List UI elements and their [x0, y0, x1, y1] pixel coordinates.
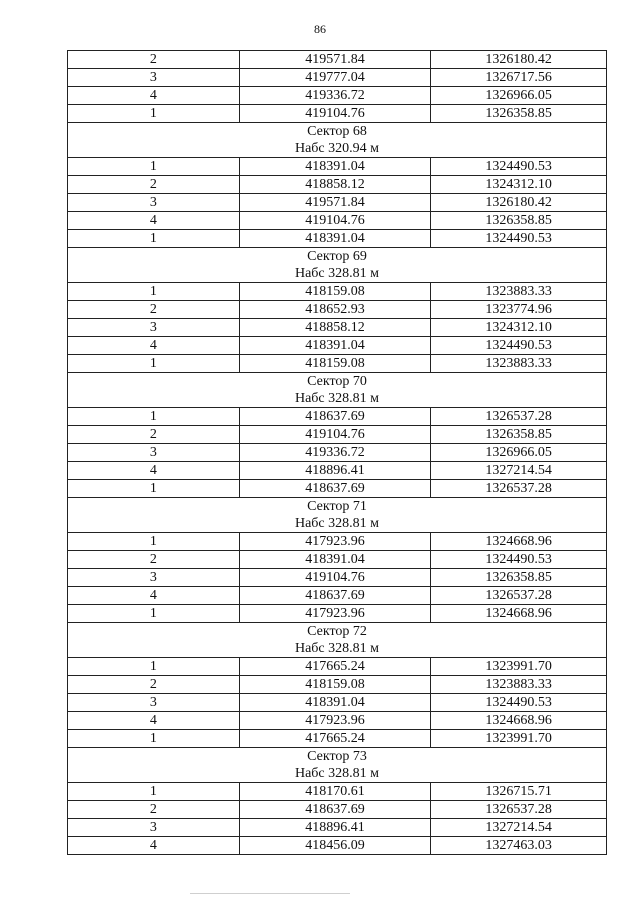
- point-number-cell: 4: [68, 337, 240, 355]
- table-row: [68, 158, 607, 176]
- x-coordinate-cell: 418391.04: [239, 551, 431, 569]
- sector-elevation-row: [68, 140, 607, 158]
- x-coordinate-cell: 418159.08: [239, 355, 431, 373]
- table-row: [68, 426, 607, 444]
- x-coordinate-cell: 419336.72: [239, 444, 431, 462]
- point-number-cell: 1: [68, 480, 240, 498]
- table-row: [68, 105, 607, 123]
- y-coordinate-cell: 1324668.96: [431, 605, 607, 623]
- point-number-cell: 2: [68, 176, 240, 194]
- y-coordinate-cell: 1324490.53: [431, 158, 607, 176]
- y-coordinate-cell: 1326358.85: [431, 569, 607, 587]
- coordinates-table-body: [68, 51, 607, 855]
- table-row: [68, 837, 607, 855]
- point-number-cell: 2: [68, 801, 240, 819]
- x-coordinate-cell: 418170.61: [239, 783, 431, 801]
- table-row: [68, 480, 607, 498]
- table-row: [68, 694, 607, 712]
- x-coordinate-cell: 418896.41: [239, 819, 431, 837]
- point-number-cell: 2: [68, 426, 240, 444]
- sector-title: Сектор 69: [68, 248, 607, 266]
- coordinates-table: [67, 50, 607, 855]
- y-coordinate-cell: 1327214.54: [431, 462, 607, 480]
- table-row: [68, 69, 607, 87]
- y-coordinate-cell: 1324490.53: [431, 694, 607, 712]
- table-row: [68, 605, 607, 623]
- table-row: [68, 87, 607, 105]
- x-coordinate-cell: 418637.69: [239, 801, 431, 819]
- point-number-cell: 1: [68, 605, 240, 623]
- x-coordinate-cell: 418391.04: [239, 337, 431, 355]
- y-coordinate-cell: 1324490.53: [431, 551, 607, 569]
- point-number-cell: 1: [68, 658, 240, 676]
- point-number-cell: 1: [68, 158, 240, 176]
- x-coordinate-cell: 418637.69: [239, 587, 431, 605]
- sector-title: Сектор 68: [68, 123, 607, 141]
- point-number-cell: 1: [68, 533, 240, 551]
- sector-elevation-row: [68, 640, 607, 658]
- point-number-cell: 1: [68, 283, 240, 301]
- y-coordinate-cell: 1324490.53: [431, 337, 607, 355]
- point-number-cell: 4: [68, 712, 240, 730]
- point-number-cell: 2: [68, 551, 240, 569]
- point-number-cell: 4: [68, 837, 240, 855]
- y-coordinate-cell: 1323883.33: [431, 676, 607, 694]
- x-coordinate-cell: 418637.69: [239, 408, 431, 426]
- point-number-cell: 3: [68, 444, 240, 462]
- table-row: [68, 569, 607, 587]
- table-row: [68, 355, 607, 373]
- x-coordinate-cell: 419336.72: [239, 87, 431, 105]
- table-row: [68, 212, 607, 230]
- sector-title: Сектор 73: [68, 748, 607, 766]
- y-coordinate-cell: 1323774.96: [431, 301, 607, 319]
- x-coordinate-cell: 418637.69: [239, 480, 431, 498]
- x-coordinate-cell: 418652.93: [239, 301, 431, 319]
- y-coordinate-cell: 1326537.28: [431, 801, 607, 819]
- x-coordinate-cell: 418391.04: [239, 158, 431, 176]
- scan-artifact-line: [190, 893, 350, 894]
- x-coordinate-cell: 418159.08: [239, 676, 431, 694]
- point-number-cell: 3: [68, 319, 240, 337]
- point-number-cell: 1: [68, 783, 240, 801]
- x-coordinate-cell: 419104.76: [239, 569, 431, 587]
- x-coordinate-cell: 418391.04: [239, 230, 431, 248]
- table-row: [68, 712, 607, 730]
- sector-elevation: Набс 328.81 м: [68, 515, 607, 533]
- sector-title: Сектор 72: [68, 623, 607, 641]
- table-row: [68, 676, 607, 694]
- x-coordinate-cell: 418858.12: [239, 319, 431, 337]
- table-row: [68, 301, 607, 319]
- table-row: [68, 408, 607, 426]
- sector-title-row: [68, 748, 607, 766]
- x-coordinate-cell: 417923.96: [239, 605, 431, 623]
- y-coordinate-cell: 1324490.53: [431, 230, 607, 248]
- table-row: [68, 533, 607, 551]
- y-coordinate-cell: 1326358.85: [431, 426, 607, 444]
- y-coordinate-cell: 1324312.10: [431, 319, 607, 337]
- point-number-cell: 3: [68, 194, 240, 212]
- y-coordinate-cell: 1324668.96: [431, 533, 607, 551]
- table-row: [68, 783, 607, 801]
- table-row: [68, 730, 607, 748]
- x-coordinate-cell: 419777.04: [239, 69, 431, 87]
- point-number-cell: 2: [68, 301, 240, 319]
- x-coordinate-cell: 419571.84: [239, 194, 431, 212]
- y-coordinate-cell: 1326537.28: [431, 587, 607, 605]
- x-coordinate-cell: 418159.08: [239, 283, 431, 301]
- x-coordinate-cell: 418896.41: [239, 462, 431, 480]
- x-coordinate-cell: 418456.09: [239, 837, 431, 855]
- page-number: 86: [314, 22, 326, 36]
- sector-elevation: Набс 328.81 м: [68, 640, 607, 658]
- point-number-cell: 2: [68, 676, 240, 694]
- y-coordinate-cell: 1327214.54: [431, 819, 607, 837]
- point-number-cell: 4: [68, 587, 240, 605]
- y-coordinate-cell: 1323883.33: [431, 355, 607, 373]
- table-row: [68, 444, 607, 462]
- y-coordinate-cell: 1324312.10: [431, 176, 607, 194]
- x-coordinate-cell: 418391.04: [239, 694, 431, 712]
- table-row: [68, 319, 607, 337]
- y-coordinate-cell: 1324668.96: [431, 712, 607, 730]
- x-coordinate-cell: 419104.76: [239, 105, 431, 123]
- table-row: [68, 801, 607, 819]
- y-coordinate-cell: 1326180.42: [431, 194, 607, 212]
- x-coordinate-cell: 417665.24: [239, 730, 431, 748]
- sector-title-row: [68, 373, 607, 391]
- table-row: [68, 51, 607, 69]
- point-number-cell: 3: [68, 694, 240, 712]
- y-coordinate-cell: 1326537.28: [431, 480, 607, 498]
- sector-elevation: Набс 328.81 м: [68, 390, 607, 408]
- point-number-cell: 4: [68, 462, 240, 480]
- point-number-cell: 3: [68, 69, 240, 87]
- sector-title-row: [68, 123, 607, 141]
- y-coordinate-cell: 1323883.33: [431, 283, 607, 301]
- sector-elevation: Набс 320.94 м: [68, 140, 607, 158]
- table-row: [68, 658, 607, 676]
- sector-elevation-row: [68, 265, 607, 283]
- y-coordinate-cell: 1326180.42: [431, 51, 607, 69]
- sector-elevation: Набс 328.81 м: [68, 265, 607, 283]
- sector-elevation-row: [68, 765, 607, 783]
- point-number-cell: 1: [68, 355, 240, 373]
- table-row: [68, 194, 607, 212]
- y-coordinate-cell: 1323991.70: [431, 730, 607, 748]
- x-coordinate-cell: 419104.76: [239, 426, 431, 444]
- table-row: [68, 337, 607, 355]
- sector-title-row: [68, 248, 607, 266]
- y-coordinate-cell: 1323991.70: [431, 658, 607, 676]
- sector-title: Сектор 70: [68, 373, 607, 391]
- sector-elevation: Набс 328.81 м: [68, 765, 607, 783]
- x-coordinate-cell: 418858.12: [239, 176, 431, 194]
- table-row: [68, 551, 607, 569]
- x-coordinate-cell: 419571.84: [239, 51, 431, 69]
- point-number-cell: 3: [68, 569, 240, 587]
- table-row: [68, 176, 607, 194]
- point-number-cell: 2: [68, 51, 240, 69]
- y-coordinate-cell: 1326537.28: [431, 408, 607, 426]
- point-number-cell: 1: [68, 105, 240, 123]
- sector-title: Сектор 71: [68, 498, 607, 516]
- point-number-cell: 1: [68, 230, 240, 248]
- y-coordinate-cell: 1326966.05: [431, 444, 607, 462]
- point-number-cell: 1: [68, 408, 240, 426]
- x-coordinate-cell: 419104.76: [239, 212, 431, 230]
- point-number-cell: 4: [68, 87, 240, 105]
- y-coordinate-cell: 1326358.85: [431, 105, 607, 123]
- y-coordinate-cell: 1326717.56: [431, 69, 607, 87]
- point-number-cell: 4: [68, 212, 240, 230]
- y-coordinate-cell: 1327463.03: [431, 837, 607, 855]
- table-row: [68, 230, 607, 248]
- x-coordinate-cell: 417923.96: [239, 712, 431, 730]
- table-row: [68, 283, 607, 301]
- sector-title-row: [68, 623, 607, 641]
- sector-title-row: [68, 498, 607, 516]
- y-coordinate-cell: 1326715.71: [431, 783, 607, 801]
- point-number-cell: 3: [68, 819, 240, 837]
- y-coordinate-cell: 1326358.85: [431, 212, 607, 230]
- point-number-cell: 1: [68, 730, 240, 748]
- table-row: [68, 587, 607, 605]
- x-coordinate-cell: 417665.24: [239, 658, 431, 676]
- sector-elevation-row: [68, 515, 607, 533]
- y-coordinate-cell: 1326966.05: [431, 87, 607, 105]
- table-row: [68, 819, 607, 837]
- x-coordinate-cell: 417923.96: [239, 533, 431, 551]
- sector-elevation-row: [68, 390, 607, 408]
- table-row: [68, 462, 607, 480]
